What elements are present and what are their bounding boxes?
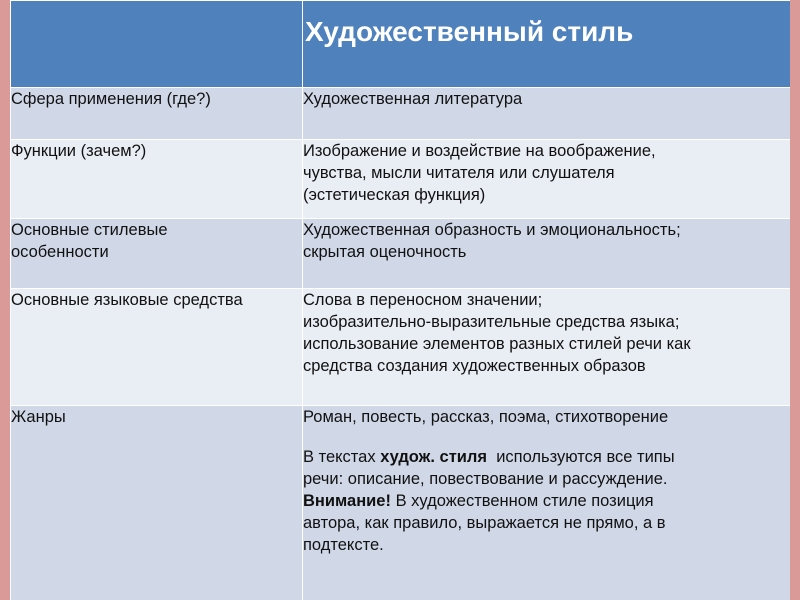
- value-line: скрытая оценочность: [303, 243, 467, 261]
- row-value-functions: [303, 140, 791, 219]
- row-value-features: [303, 219, 791, 289]
- paragraph-gap: [303, 428, 790, 446]
- table-header-row: [11, 1, 791, 88]
- label-line: Функции (зачем?): [11, 142, 147, 160]
- note-text: В художественном стиле позиция: [390, 492, 654, 510]
- row-value-language-means: [303, 289, 791, 406]
- value-line: Художественная литература: [303, 90, 523, 108]
- header-empty-cell: [11, 1, 303, 88]
- value-line: (эстетическая функция): [303, 186, 486, 204]
- note-line: [303, 446, 790, 468]
- value-line: Роман, повесть, рассказ, поэма, стихотворение: [303, 408, 669, 426]
- note-line: речи: описание, повествование и рассуждение.: [303, 470, 668, 488]
- label-line: Основные языковые средства: [11, 291, 243, 309]
- label-line: Жанры: [11, 408, 66, 426]
- note-text: используются все типы: [487, 448, 675, 466]
- row-value-genres: [303, 406, 791, 600]
- style-table: [10, 0, 790, 600]
- row-label-language-means: [11, 289, 303, 406]
- table-row-functions: [11, 140, 791, 219]
- value-line: Художественная образность и эмоциональность;: [303, 221, 681, 239]
- header-title-cell: [303, 1, 791, 88]
- row-label-functions: [11, 140, 303, 219]
- note-line: автора, как правило, выражается не прямо, а в: [303, 514, 666, 532]
- row-label-genres: [11, 406, 303, 600]
- value-line: изобразительно-выразительные средства языка;: [303, 313, 680, 331]
- table-row-genres: [11, 406, 791, 600]
- label-line: Сфера применения (где?): [11, 90, 211, 108]
- value-line: чувства, мысли читателя или слушателя: [303, 164, 615, 182]
- slide: [10, 0, 790, 600]
- note-line: [303, 490, 790, 512]
- note-text: В текстах: [303, 448, 381, 466]
- note-line: подтексте.: [303, 536, 384, 554]
- row-label-features: [11, 219, 303, 289]
- table-title: Художественный стиль: [305, 16, 634, 47]
- row-value-sphere: [303, 88, 791, 140]
- value-line: использование элементов разных стилей речи как: [303, 335, 691, 353]
- value-line: Изображение и воздействие на воображение,: [303, 142, 656, 160]
- value-line: Слова в переносном значении;: [303, 291, 543, 309]
- row-label-sphere: [11, 88, 303, 140]
- value-line: средства создания художественных образов: [303, 357, 646, 375]
- label-line: особенности: [11, 243, 109, 261]
- label-line: Основные стилевые: [11, 221, 168, 239]
- note-emphasis: худож. стиля: [380, 448, 488, 466]
- note-warning: Внимание!: [303, 492, 391, 510]
- table-row-sphere: [11, 88, 791, 140]
- table-row-features: [11, 219, 791, 289]
- table-row-language-means: [11, 289, 791, 406]
